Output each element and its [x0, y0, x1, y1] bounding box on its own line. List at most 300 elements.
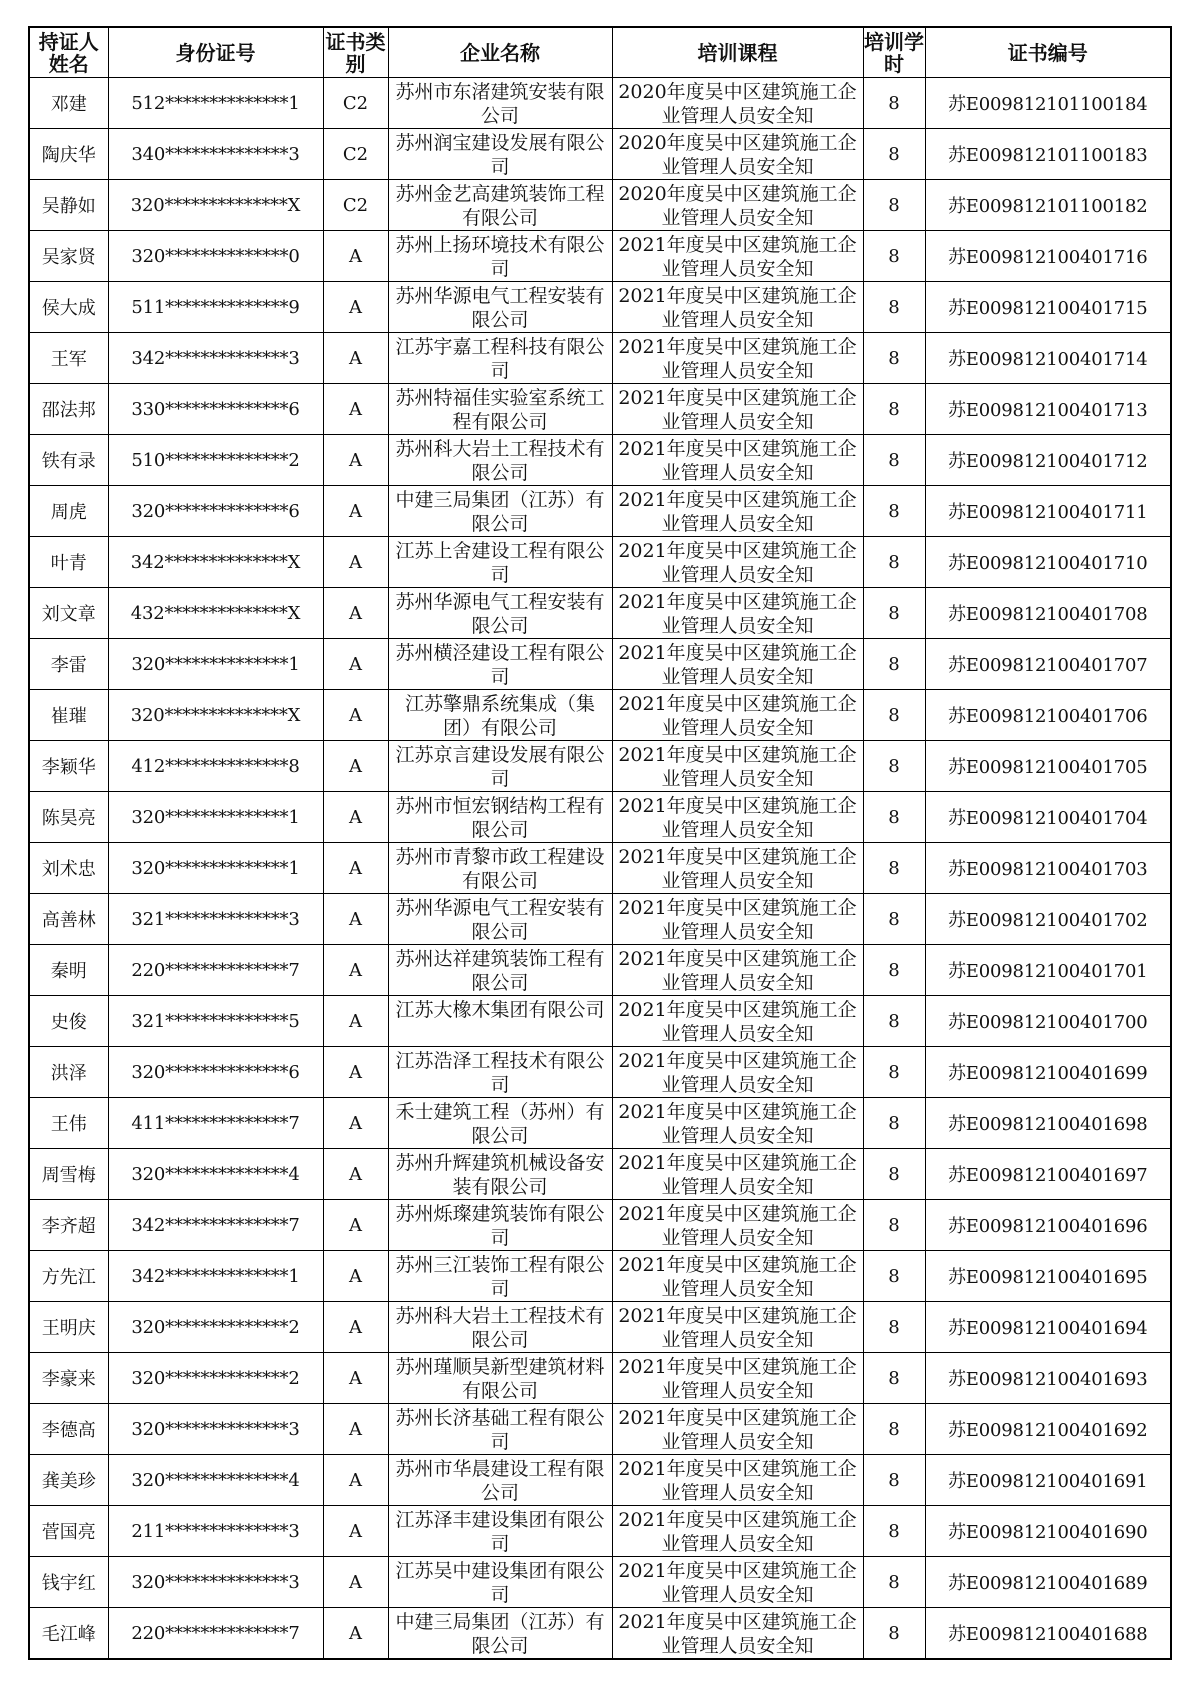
cell-id: 320**************3 — [108, 1557, 323, 1608]
cell-hours: 8 — [863, 1200, 925, 1251]
cell-name: 王伟 — [29, 1098, 108, 1149]
cell-name: 吴家贤 — [29, 231, 108, 282]
cell-course-text: 2021年度吴中区建筑施工企业管理人员安全知 — [618, 1611, 857, 1656]
cell-course-text: 2021年度吴中区建筑施工企业管理人员安全知 — [618, 1203, 857, 1248]
cell-id: 342**************3 — [108, 333, 323, 384]
cell-company — [388, 435, 612, 486]
cell-type: A — [323, 486, 388, 537]
cell-hours: 8 — [863, 1353, 925, 1404]
cell-hours: 8 — [863, 435, 925, 486]
table-row — [29, 180, 1171, 231]
cell-hours: 8 — [863, 741, 925, 792]
cell-course — [612, 1098, 863, 1149]
cell-course-text: 2021年度吴中区建筑施工企业管理人员安全知 — [618, 999, 857, 1044]
cell-company-text: 苏州科大岩土工程技术有限公司 — [395, 1305, 605, 1350]
cell-type: C2 — [323, 129, 388, 180]
cell-hours: 8 — [863, 1608, 925, 1660]
cell-id: 320**************1 — [108, 792, 323, 843]
cell-company — [388, 333, 612, 384]
cell-course — [612, 1557, 863, 1608]
cell-name: 陈昊亮 — [29, 792, 108, 843]
table-row — [29, 333, 1171, 384]
cell-cert: 苏E009812100401710 — [925, 537, 1171, 588]
cell-company-text: 中建三局集团（江苏）有限公司 — [395, 1611, 605, 1656]
cell-course — [612, 792, 863, 843]
table-row — [29, 1098, 1171, 1149]
cell-id: 342**************1 — [108, 1251, 323, 1302]
cell-course — [612, 894, 863, 945]
cell-course — [612, 1506, 863, 1557]
cell-course-text: 2021年度吴中区建筑施工企业管理人员安全知 — [618, 744, 857, 789]
cell-course-text: 2021年度吴中区建筑施工企业管理人员安全知 — [618, 285, 857, 330]
cell-company — [388, 996, 612, 1047]
cell-name: 菅国亮 — [29, 1506, 108, 1557]
cell-company — [388, 282, 612, 333]
cell-hours: 8 — [863, 1251, 925, 1302]
cell-hours: 8 — [863, 231, 925, 282]
cell-id: 512**************1 — [108, 78, 323, 129]
cell-company-text: 江苏吴中建设集团有限公司 — [395, 1560, 605, 1605]
cell-id: 321**************3 — [108, 894, 323, 945]
cell-type: A — [323, 1047, 388, 1098]
cell-company — [388, 1506, 612, 1557]
cell-type: A — [323, 1608, 388, 1660]
cell-company-text: 苏州上扬环境技术有限公司 — [395, 234, 605, 279]
table-row — [29, 945, 1171, 996]
cell-hours: 8 — [863, 588, 925, 639]
cell-company — [388, 1200, 612, 1251]
cell-company — [388, 1353, 612, 1404]
cell-company — [388, 894, 612, 945]
table-row — [29, 1455, 1171, 1506]
cell-id: 320**************6 — [108, 1047, 323, 1098]
cell-course — [612, 231, 863, 282]
cell-name: 史俊 — [29, 996, 108, 1047]
cell-type: A — [323, 1098, 388, 1149]
cell-hours: 8 — [863, 1455, 925, 1506]
table-row — [29, 1047, 1171, 1098]
cell-course-text: 2021年度吴中区建筑施工企业管理人员安全知 — [618, 489, 857, 534]
cell-course-text: 2021年度吴中区建筑施工企业管理人员安全知 — [618, 336, 857, 381]
table-row — [29, 537, 1171, 588]
cell-company — [388, 1047, 612, 1098]
cell-company — [388, 537, 612, 588]
cell-type: A — [323, 1404, 388, 1455]
cell-cert: 苏E009812100401704 — [925, 792, 1171, 843]
cell-type: A — [323, 1302, 388, 1353]
cell-type: A — [323, 231, 388, 282]
cell-id: 412**************8 — [108, 741, 323, 792]
cell-company-text: 苏州三江装饰工程有限公司 — [395, 1254, 605, 1299]
cell-name: 邓建 — [29, 78, 108, 129]
cell-company — [388, 1302, 612, 1353]
cell-course — [612, 690, 863, 741]
cell-cert: 苏E009812100401714 — [925, 333, 1171, 384]
table-header — [29, 27, 1171, 78]
cell-course-text: 2021年度吴中区建筑施工企业管理人员安全知 — [618, 1560, 857, 1605]
cell-type: C2 — [323, 78, 388, 129]
cell-hours: 8 — [863, 1098, 925, 1149]
cell-course-text: 2021年度吴中区建筑施工企业管理人员安全知 — [618, 1101, 857, 1146]
cell-id: 320**************6 — [108, 486, 323, 537]
cell-course-text: 2021年度吴中区建筑施工企业管理人员安全知 — [618, 897, 857, 942]
cell-company — [388, 690, 612, 741]
cell-hours: 8 — [863, 1149, 925, 1200]
cell-type: A — [323, 690, 388, 741]
cell-course — [612, 741, 863, 792]
cell-cert: 苏E009812100401698 — [925, 1098, 1171, 1149]
cell-company-text: 江苏上舍建设工程有限公司 — [395, 540, 605, 585]
cell-company — [388, 639, 612, 690]
cell-name: 毛江峰 — [29, 1608, 108, 1660]
cell-hours: 8 — [863, 333, 925, 384]
cell-cert: 苏E009812100401688 — [925, 1608, 1171, 1660]
cell-cert: 苏E009812100401706 — [925, 690, 1171, 741]
cell-course-text: 2021年度吴中区建筑施工企业管理人员安全知 — [618, 948, 857, 993]
cell-company — [388, 129, 612, 180]
cell-company-text: 苏州升辉建筑机械设备安装有限公司 — [395, 1152, 605, 1197]
cell-course — [612, 1200, 863, 1251]
cell-id: 320**************3 — [108, 1404, 323, 1455]
table-body — [29, 78, 1171, 1660]
cell-cert: 苏E009812100401702 — [925, 894, 1171, 945]
cell-name: 周雪梅 — [29, 1149, 108, 1200]
cell-cert: 苏E009812100401692 — [925, 1404, 1171, 1455]
cell-company — [388, 1149, 612, 1200]
cell-cert: 苏E009812100401694 — [925, 1302, 1171, 1353]
cell-company — [388, 843, 612, 894]
cell-course-text: 2021年度吴中区建筑施工企业管理人员安全知 — [618, 1509, 857, 1554]
cell-type: A — [323, 384, 388, 435]
cell-name: 方先江 — [29, 1251, 108, 1302]
table-row — [29, 1302, 1171, 1353]
cell-company-text: 苏州市青黎市政工程建设有限公司 — [395, 846, 605, 891]
cell-course — [612, 588, 863, 639]
cell-company-text: 苏州长济基础工程有限公司 — [395, 1407, 605, 1452]
cell-course — [612, 1047, 863, 1098]
cell-cert: 苏E009812100401703 — [925, 843, 1171, 894]
cell-cert: 苏E009812100401693 — [925, 1353, 1171, 1404]
cell-course-text: 2021年度吴中区建筑施工企业管理人员安全知 — [618, 591, 857, 636]
cell-course-text: 2020年度吴中区建筑施工企业管理人员安全知 — [618, 132, 857, 177]
cell-cert: 苏E009812100401696 — [925, 1200, 1171, 1251]
cell-id: 320**************4 — [108, 1455, 323, 1506]
cell-course — [612, 1149, 863, 1200]
cell-course — [612, 180, 863, 231]
cell-course-text: 2021年度吴中区建筑施工企业管理人员安全知 — [618, 438, 857, 483]
cell-cert: 苏E009812100401701 — [925, 945, 1171, 996]
cell-hours: 8 — [863, 945, 925, 996]
cell-id: 432**************X — [108, 588, 323, 639]
cell-cert: 苏E009812100401699 — [925, 1047, 1171, 1098]
cell-company — [388, 384, 612, 435]
header-course: 培训课程 — [612, 27, 863, 78]
cell-company — [388, 486, 612, 537]
header-type: 证书类别 — [323, 27, 388, 78]
cell-course — [612, 843, 863, 894]
cell-course-text: 2021年度吴中区建筑施工企业管理人员安全知 — [618, 1305, 857, 1350]
cell-course — [612, 945, 863, 996]
table-row — [29, 1404, 1171, 1455]
table-row — [29, 792, 1171, 843]
cell-company-text: 中建三局集团（江苏）有限公司 — [395, 489, 605, 534]
cell-course-text: 2020年度吴中区建筑施工企业管理人员安全知 — [618, 183, 857, 228]
table-row — [29, 78, 1171, 129]
cell-course — [612, 537, 863, 588]
cell-type: A — [323, 1251, 388, 1302]
table-row — [29, 1506, 1171, 1557]
table-row — [29, 1608, 1171, 1660]
cell-id: 320**************1 — [108, 639, 323, 690]
cell-cert: 苏E009812100401712 — [925, 435, 1171, 486]
cell-course-text: 2021年度吴中区建筑施工企业管理人员安全知 — [618, 1152, 857, 1197]
cell-course-text: 2021年度吴中区建筑施工企业管理人员安全知 — [618, 1254, 857, 1299]
cell-company-text: 苏州华源电气工程安装有限公司 — [395, 897, 605, 942]
cell-hours: 8 — [863, 1404, 925, 1455]
cell-hours: 8 — [863, 792, 925, 843]
cell-type: C2 — [323, 180, 388, 231]
cell-type: A — [323, 1353, 388, 1404]
cell-hours: 8 — [863, 384, 925, 435]
cell-hours: 8 — [863, 78, 925, 129]
cell-course — [612, 1353, 863, 1404]
cell-cert: 苏E009812100401705 — [925, 741, 1171, 792]
cell-name: 李雷 — [29, 639, 108, 690]
cell-course-text: 2020年度吴中区建筑施工企业管理人员安全知 — [618, 81, 857, 126]
cell-company — [388, 231, 612, 282]
cell-course — [612, 435, 863, 486]
cell-hours: 8 — [863, 1557, 925, 1608]
cell-company — [388, 1251, 612, 1302]
cell-course-text: 2021年度吴中区建筑施工企业管理人员安全知 — [618, 1407, 857, 1452]
table-row — [29, 894, 1171, 945]
cell-hours: 8 — [863, 282, 925, 333]
cell-hours: 8 — [863, 537, 925, 588]
cell-company-text: 苏州烁璨建筑装饰有限公司 — [395, 1203, 605, 1248]
cell-company-text: 苏州横泾建设工程有限公司 — [395, 642, 605, 687]
cell-company — [388, 588, 612, 639]
cell-type: A — [323, 537, 388, 588]
cell-course — [612, 333, 863, 384]
cell-company-text: 苏州润宝建设发展有限公司 — [395, 132, 605, 177]
cell-id: 320**************0 — [108, 231, 323, 282]
table-row — [29, 384, 1171, 435]
cell-name: 叶青 — [29, 537, 108, 588]
cell-id: 320**************2 — [108, 1353, 323, 1404]
cell-company — [388, 1404, 612, 1455]
cell-hours: 8 — [863, 894, 925, 945]
cell-company-text: 苏州市东渚建筑安装有限公司 — [395, 81, 605, 126]
table-row — [29, 282, 1171, 333]
cell-course-text: 2021年度吴中区建筑施工企业管理人员安全知 — [618, 1356, 857, 1401]
cell-name: 铁有录 — [29, 435, 108, 486]
table-row — [29, 1200, 1171, 1251]
header-company: 企业名称 — [388, 27, 612, 78]
cell-cert: 苏E009812100401700 — [925, 996, 1171, 1047]
cell-company-text: 苏州瑾顺昊新型建筑材料有限公司 — [395, 1356, 605, 1401]
cell-course — [612, 639, 863, 690]
cell-id: 211**************3 — [108, 1506, 323, 1557]
cell-type: A — [323, 1455, 388, 1506]
cell-name: 李德高 — [29, 1404, 108, 1455]
cell-company — [388, 741, 612, 792]
cell-name: 钱宇红 — [29, 1557, 108, 1608]
cell-cert: 苏E009812100401711 — [925, 486, 1171, 537]
cell-id: 342**************X — [108, 537, 323, 588]
cell-type: A — [323, 588, 388, 639]
header-row — [29, 27, 1171, 78]
cell-company-text: 苏州达祥建筑装饰工程有限公司 — [395, 948, 605, 993]
cell-id: 411**************7 — [108, 1098, 323, 1149]
cell-id: 220**************7 — [108, 1608, 323, 1660]
cell-hours: 8 — [863, 180, 925, 231]
cell-hours: 8 — [863, 843, 925, 894]
cell-course — [612, 1302, 863, 1353]
cell-hours: 8 — [863, 486, 925, 537]
cell-hours: 8 — [863, 1506, 925, 1557]
cell-company — [388, 1455, 612, 1506]
cell-company-text: 苏州华源电气工程安装有限公司 — [395, 285, 605, 330]
table-row — [29, 435, 1171, 486]
cell-cert: 苏E009812100401715 — [925, 282, 1171, 333]
table-row — [29, 1557, 1171, 1608]
cell-hours: 8 — [863, 129, 925, 180]
cell-name: 龚美珍 — [29, 1455, 108, 1506]
cell-course-text: 2021年度吴中区建筑施工企业管理人员安全知 — [618, 540, 857, 585]
cell-company — [388, 1608, 612, 1660]
cell-company-text: 苏州市恒宏钢结构工程有限公司 — [395, 795, 605, 840]
cell-course — [612, 1404, 863, 1455]
cell-type: A — [323, 1149, 388, 1200]
cell-id: 320**************2 — [108, 1302, 323, 1353]
cell-cert: 苏E009812100401707 — [925, 639, 1171, 690]
cell-course-text: 2021年度吴中区建筑施工企业管理人员安全知 — [618, 234, 857, 279]
cell-type: A — [323, 435, 388, 486]
cell-course-text: 2021年度吴中区建筑施工企业管理人员安全知 — [618, 795, 857, 840]
cell-type: A — [323, 894, 388, 945]
cell-course — [612, 384, 863, 435]
cell-course-text: 2021年度吴中区建筑施工企业管理人员安全知 — [618, 387, 857, 432]
cell-name: 王军 — [29, 333, 108, 384]
cell-id: 510**************2 — [108, 435, 323, 486]
cell-cert: 苏E009812100401689 — [925, 1557, 1171, 1608]
cell-name: 吴静如 — [29, 180, 108, 231]
cell-type: A — [323, 741, 388, 792]
cell-course-text: 2021年度吴中区建筑施工企业管理人员安全知 — [618, 846, 857, 891]
table-row — [29, 486, 1171, 537]
cell-company — [388, 1557, 612, 1608]
cell-id: 340**************3 — [108, 129, 323, 180]
header-id: 身份证号 — [108, 27, 323, 78]
table-row — [29, 1353, 1171, 1404]
cell-company-text: 苏州金艺高建筑装饰工程有限公司 — [395, 183, 605, 228]
cell-company — [388, 792, 612, 843]
table-row — [29, 231, 1171, 282]
cell-cert: 苏E009812101100183 — [925, 129, 1171, 180]
cell-cert: 苏E009812100401716 — [925, 231, 1171, 282]
cell-course-text: 2021年度吴中区建筑施工企业管理人员安全知 — [618, 1050, 857, 1095]
cell-company — [388, 78, 612, 129]
cell-cert: 苏E009812100401713 — [925, 384, 1171, 435]
header-name: 持证人姓名 — [29, 27, 108, 78]
cell-course — [612, 1608, 863, 1660]
cell-hours: 8 — [863, 1047, 925, 1098]
cell-course — [612, 486, 863, 537]
cell-company-text: 江苏擎鼎系统集成（集团）有限公司 — [404, 693, 595, 738]
cell-course — [612, 996, 863, 1047]
cell-type: A — [323, 639, 388, 690]
cell-cert: 苏E009812100401695 — [925, 1251, 1171, 1302]
cell-company-text: 禾士建筑工程（苏州）有限公司 — [395, 1101, 605, 1146]
cell-company-text: 江苏宇嘉工程科技有限公司 — [395, 336, 605, 381]
cell-name: 陶庆华 — [29, 129, 108, 180]
cell-type: A — [323, 843, 388, 894]
table-row — [29, 588, 1171, 639]
cell-company-text: 江苏大橡木集团有限公司 — [395, 999, 605, 1021]
cell-hours: 8 — [863, 996, 925, 1047]
cell-course-text: 2021年度吴中区建筑施工企业管理人员安全知 — [618, 693, 857, 738]
table-row — [29, 690, 1171, 741]
cell-company-text: 江苏京言建设发展有限公司 — [395, 744, 605, 789]
table-row — [29, 1149, 1171, 1200]
cell-type: A — [323, 1506, 388, 1557]
cell-id: 320**************X — [108, 180, 323, 231]
cell-type: A — [323, 996, 388, 1047]
cell-name: 周虎 — [29, 486, 108, 537]
table-row — [29, 1251, 1171, 1302]
cell-type: A — [323, 1557, 388, 1608]
cell-name: 王明庆 — [29, 1302, 108, 1353]
cell-type: A — [323, 792, 388, 843]
cell-name: 侯大成 — [29, 282, 108, 333]
cell-id: 321**************5 — [108, 996, 323, 1047]
cell-company-text: 苏州科大岩土工程技术有限公司 — [395, 438, 605, 483]
table-row — [29, 843, 1171, 894]
cell-company-text: 苏州特福佳实验室系统工程有限公司 — [395, 387, 605, 432]
cell-id: 320**************4 — [108, 1149, 323, 1200]
cell-company-text: 苏州市华晨建设工程有限公司 — [395, 1458, 605, 1503]
cell-cert: 苏E009812100401697 — [925, 1149, 1171, 1200]
cell-company — [388, 180, 612, 231]
cell-course-text: 2021年度吴中区建筑施工企业管理人员安全知 — [618, 1458, 857, 1503]
cell-name: 高善林 — [29, 894, 108, 945]
cell-course — [612, 1251, 863, 1302]
cell-type: A — [323, 333, 388, 384]
cell-hours: 8 — [863, 639, 925, 690]
header-cert: 证书编号 — [925, 27, 1171, 78]
cell-type: A — [323, 1200, 388, 1251]
cell-id: 220**************7 — [108, 945, 323, 996]
cell-type: A — [323, 945, 388, 996]
cell-cert: 苏E009812100401691 — [925, 1455, 1171, 1506]
cell-name: 崔璀 — [29, 690, 108, 741]
cell-id: 342**************7 — [108, 1200, 323, 1251]
table-row — [29, 129, 1171, 180]
cell-hours: 8 — [863, 1302, 925, 1353]
cell-id: 320**************1 — [108, 843, 323, 894]
table-row — [29, 996, 1171, 1047]
cell-name: 洪泽 — [29, 1047, 108, 1098]
table-row — [29, 741, 1171, 792]
cell-name: 李齐超 — [29, 1200, 108, 1251]
cell-name: 秦明 — [29, 945, 108, 996]
header-hours: 培训学时 — [863, 27, 925, 78]
cell-name: 邵法邦 — [29, 384, 108, 435]
cell-id: 330**************6 — [108, 384, 323, 435]
cell-type: A — [323, 282, 388, 333]
cell-course — [612, 1455, 863, 1506]
cell-company — [388, 1098, 612, 1149]
